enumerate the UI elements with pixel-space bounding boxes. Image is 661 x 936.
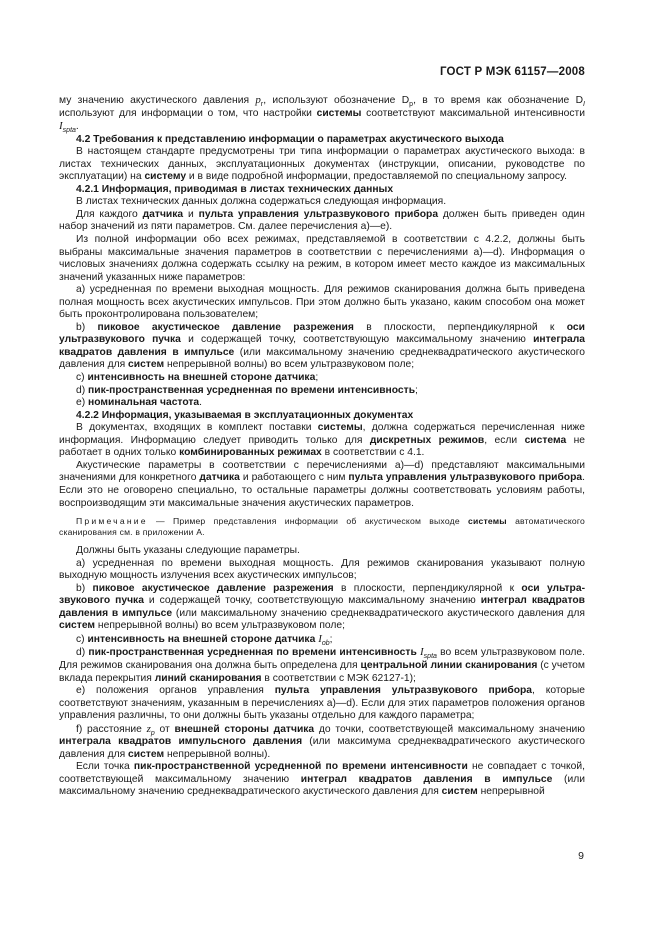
list-item-a: a) усредненная по времени выходная мощность. Для режимов сканирования должна быть приведена полная мощность всех акустических импульсов. При этом должно быть указано, каким способом она может быть проконтролирована пользователем; (59, 284, 585, 321)
list-item-e: е) положения органов управления пульта управления ультразвукового прибора, которые соответствуют значениям, указанным в перечислениях а)—d). Если для этих параметров положения органов управления различны, то они должны быть указаны отдельно для каждого параметра; (59, 685, 586, 722)
paragraph: Из полной информации обо всех режимах, представляемой в соответствии с 4.2.2, должны быть выбраны максимальные значения параметров в соответствии с перечислениями а)—d). Информация о числовых значениях должна содержать ссылку на режим, в котором имеет место каждое из максимальных значений указанных ниже параметров: (59, 234, 585, 283)
list-item-d: d) пик-пространственная усредненная по времени интенсивность; (76, 384, 418, 396)
paragraph: В документах, входящих в комплект поставки системы, должна содержаться перечисленная ниже информация. Информацию следует приводить только для дискретных режимов, если система не работает в одних только комбинированных режимах в соответствии с 4.1. (59, 422, 586, 459)
list-item-a: a) усредненная по времени выходная мощность. Для режимов сканирования указывают полную выходную мощность излучения всех акустических импульсов; (59, 557, 585, 582)
section-heading-4-2-1: 4.2.1 Информация, приводимая в листах технических данных (76, 183, 394, 195)
paragraph: В листах технических данных должна содержаться следующая информация. (76, 196, 447, 208)
section-heading-4-2-2: 4.2.2 Информация, указываемая в эксплуатационных документах (76, 409, 414, 421)
paragraph: В настоящем стандарте предусмотрены три типа информации о параметрах акустического выхода: в листах технических данных, эксплуатационных документах (инструкции, описании, руководстве по эксплуатации) на систему и в виде подробной информации, предоставляемой по специальному запросу. (59, 146, 585, 183)
list-item-b: b) пиковое акустическое давление разрежения в плоскости, перпендикулярной к оси ультразвукового пучка и содержащей точку, соответствующую максимальному значению интеграла квадратов давления в импульсе (или максимальному значению среднеквадратического акустического давления для систем непрерывной волны) во всем ультразвуковом поле; (59, 321, 586, 371)
paragraph: Акустические параметры в соответствии с перечислениями а)—d) представляют максимальными значениями для конкретного датчика и работающего с ним пульта управления ультразвукового прибора. Если это не оговорено специально, то остальные параметры должны соответствовать условиям работы, воспроизводящим эти максимальные значения акустических параметров. (59, 459, 585, 509)
paragraph: му значению акустического давления $p_r$, используют обозначение $D_p$, в то время как обозначение $D_I$ используют для информации о том, что настройки системы соответствуют максимальной интенсивности $I_{spta}$. (59, 94, 585, 135)
list-item-c: c) интенсивность на внешней стороне датчика $I_{ob}$; (76, 632, 333, 647)
list-item-c: c) интенсивность на внешней стороне датчика; (76, 372, 319, 384)
paragraph: Для каждого датчика и пульта управления ультразвукового прибора должен быть приведен один набор значений из пяти параметров. См. далее перечисления а)—е). (59, 208, 585, 233)
paragraph: Если точка пик-пространственной усредненной по времени интенсивности не совпадает с точкой, соответствующей максимальному значению интеграл квадратов давления в импульсе (или максимальному значению среднеквадратического акустического давления для систем непрерывной (59, 761, 585, 798)
page-body (59, 94, 585, 799)
list-item-d: d) пик-пространственная усредненная по времени интенсивность $I_{spta}$ во всем ультразвуковом поле. Для режимов сканирования она должна быть определена для центральной линии сканирования (с учетом вклада перекрытия линий сканирования в соответствии с МЭК 62127-1); (59, 646, 585, 684)
note: Примечание — Пример представления информации об акустическом выходе системы автоматического сканирования см. в приложении А. (59, 516, 586, 538)
list-item-e: е) номинальная частота. (76, 397, 202, 409)
paragraph: Должны быть указаны следующие параметры. (76, 545, 300, 557)
list-item-f: f) расстояние $z_p$ от внешней стороны датчика до точки, соответствующей максимальному значению интеграла квадратов импульсного давления (или максимума среднеквадратического акустического давления для систем непрерывной волны). (59, 722, 585, 760)
section-heading-4-2: 4.2 Требования к представлению информации о параметрах акустического выхода (76, 133, 504, 145)
list-item-b: b) пиковое акустическое давление разрежения в плоскости, перпендикулярной к оси ультразвукового пучка и содержащей точку, соответствующую максимальному значению интеграл квадратов давления в импульсе (или максимальному значению среднеквадратического акустического давления для систем непрерывной волны) во всем ультразвуковом поле; (59, 582, 586, 632)
document-code: ГОСТ Р МЭК 61157—2008 (439, 66, 585, 78)
page-number: 9 (578, 850, 584, 862)
